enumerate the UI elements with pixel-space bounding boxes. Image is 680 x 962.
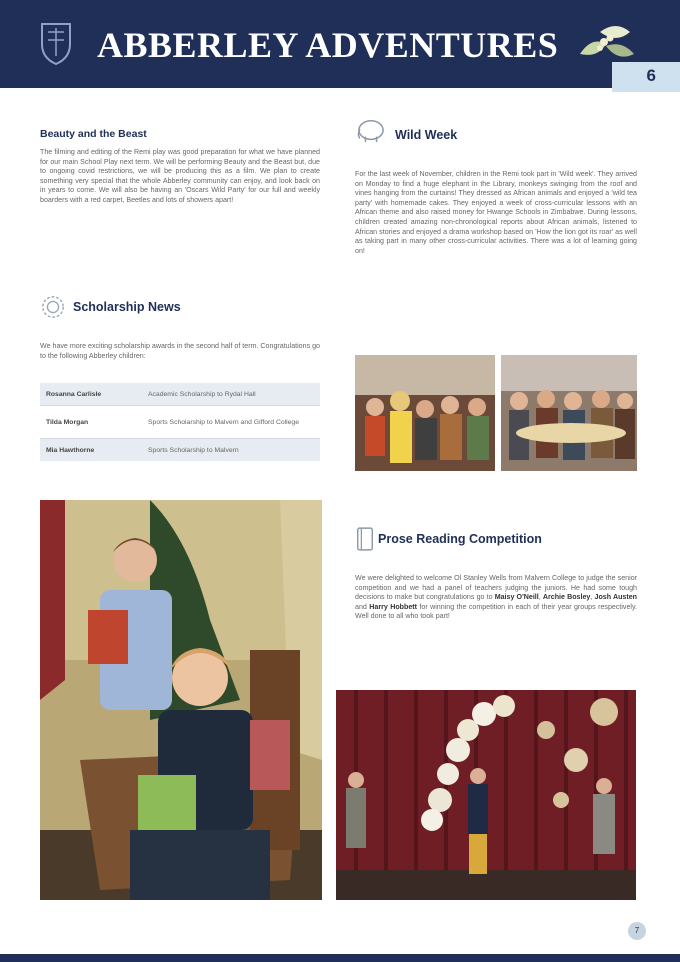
prose-title: Prose Reading Competition <box>378 532 542 546</box>
wild-week-costume-photo <box>355 355 495 471</box>
winner-name: Josh Austen <box>594 593 637 602</box>
winner-name: Maisy O'Neill <box>494 593 539 602</box>
footer-bar <box>0 954 680 962</box>
student-name: Rosanna Carlisle <box>40 383 142 406</box>
winner-name: Harry Hobbett <box>369 602 417 611</box>
rosette-icon <box>40 294 66 320</box>
prose-text-after: for winning the competition in each of their year groups respectively. Well done to all who took part! <box>355 602 637 621</box>
scholarship-title: Scholarship News <box>73 300 181 314</box>
elephant-icon <box>355 118 387 144</box>
table-row <box>40 383 320 406</box>
student-name: Mia Hawthorne <box>40 439 142 462</box>
scholarship-award: Sports Scholarship to Malvern and Gifford College <box>142 406 320 439</box>
page-number: 7 <box>628 922 646 940</box>
separator: and <box>355 602 370 611</box>
page-number-tab <box>612 62 680 92</box>
scholarship-award: Sports Scholarship to Malvern <box>142 439 320 462</box>
page-tab-number: 6 <box>646 66 656 85</box>
newsletter-title: ABBERLEY ADVENTURES <box>97 25 559 65</box>
winner-name: Archie Bosley <box>542 593 591 602</box>
header-banner <box>0 0 680 88</box>
separator: , <box>538 593 543 602</box>
book-icon <box>355 526 375 552</box>
beauty-title: Beauty and the Beast <box>40 128 147 140</box>
student-name: Tilda Morgan <box>40 406 142 439</box>
boys-with-books-photo <box>40 500 322 900</box>
wild-week-title: Wild Week <box>395 128 458 142</box>
beauty-text: The filming and editing of the Remi play was good preparation for what we have planned for our main School Play next term. We will be performing Beauty and the Beast but, due to ongoing covid restrictions, we will be producing this as a film. We plan to create something very special that the whole Abberley community can enjoy, and look back on in years to come. We will also be having an 'Oscars Wild Party' for our full and weekly boarders with a red carpet, Beetles and lots of showers apart! <box>40 148 320 204</box>
wild-week-text: For the last week of November, children in the Remi took part in 'Wild week'. They arrived on Monday to find a huge elephant in the Library, monkeys swinging from the roof and vines hanging from the curtains! They dressed as African animals and enjoyed a 'wild tea party' with homemade cakes. They enjoyed a week of cross-curricular lessons with an African theme and also raised money for Hwange Schools in Zimbabwe. During lessons, children created amazing non-chronological reports about African animals, listened to African stories and enjoyed a drama workshop based on 'How the lion got its roar' as well as taking part in many other cross-curricular activities. There was a lot of learning going on! <box>355 170 637 255</box>
school-crest-icon <box>38 20 74 66</box>
prose-text <box>355 574 637 622</box>
scholarship-table <box>40 383 320 461</box>
scholarship-award: Academic Scholarship to Rydal Hall <box>142 383 320 406</box>
stage-competition-photo <box>336 690 636 900</box>
wild-week-cakes-photo <box>501 355 637 471</box>
scholarship-intro: We have more exciting scholarship awards in the second half of term. Congratulations go to the following Abberley children: <box>40 342 320 360</box>
table-row <box>40 439 320 462</box>
prose-text-before: We were delighted to welcome Ol Stanley Wells from Malvern College to judge the senior competition and we had a panel of teachers judging the juniors. He had some tough decisions to make but congratulations go to <box>355 574 637 602</box>
separator: , <box>590 593 595 602</box>
table-row <box>40 406 320 439</box>
